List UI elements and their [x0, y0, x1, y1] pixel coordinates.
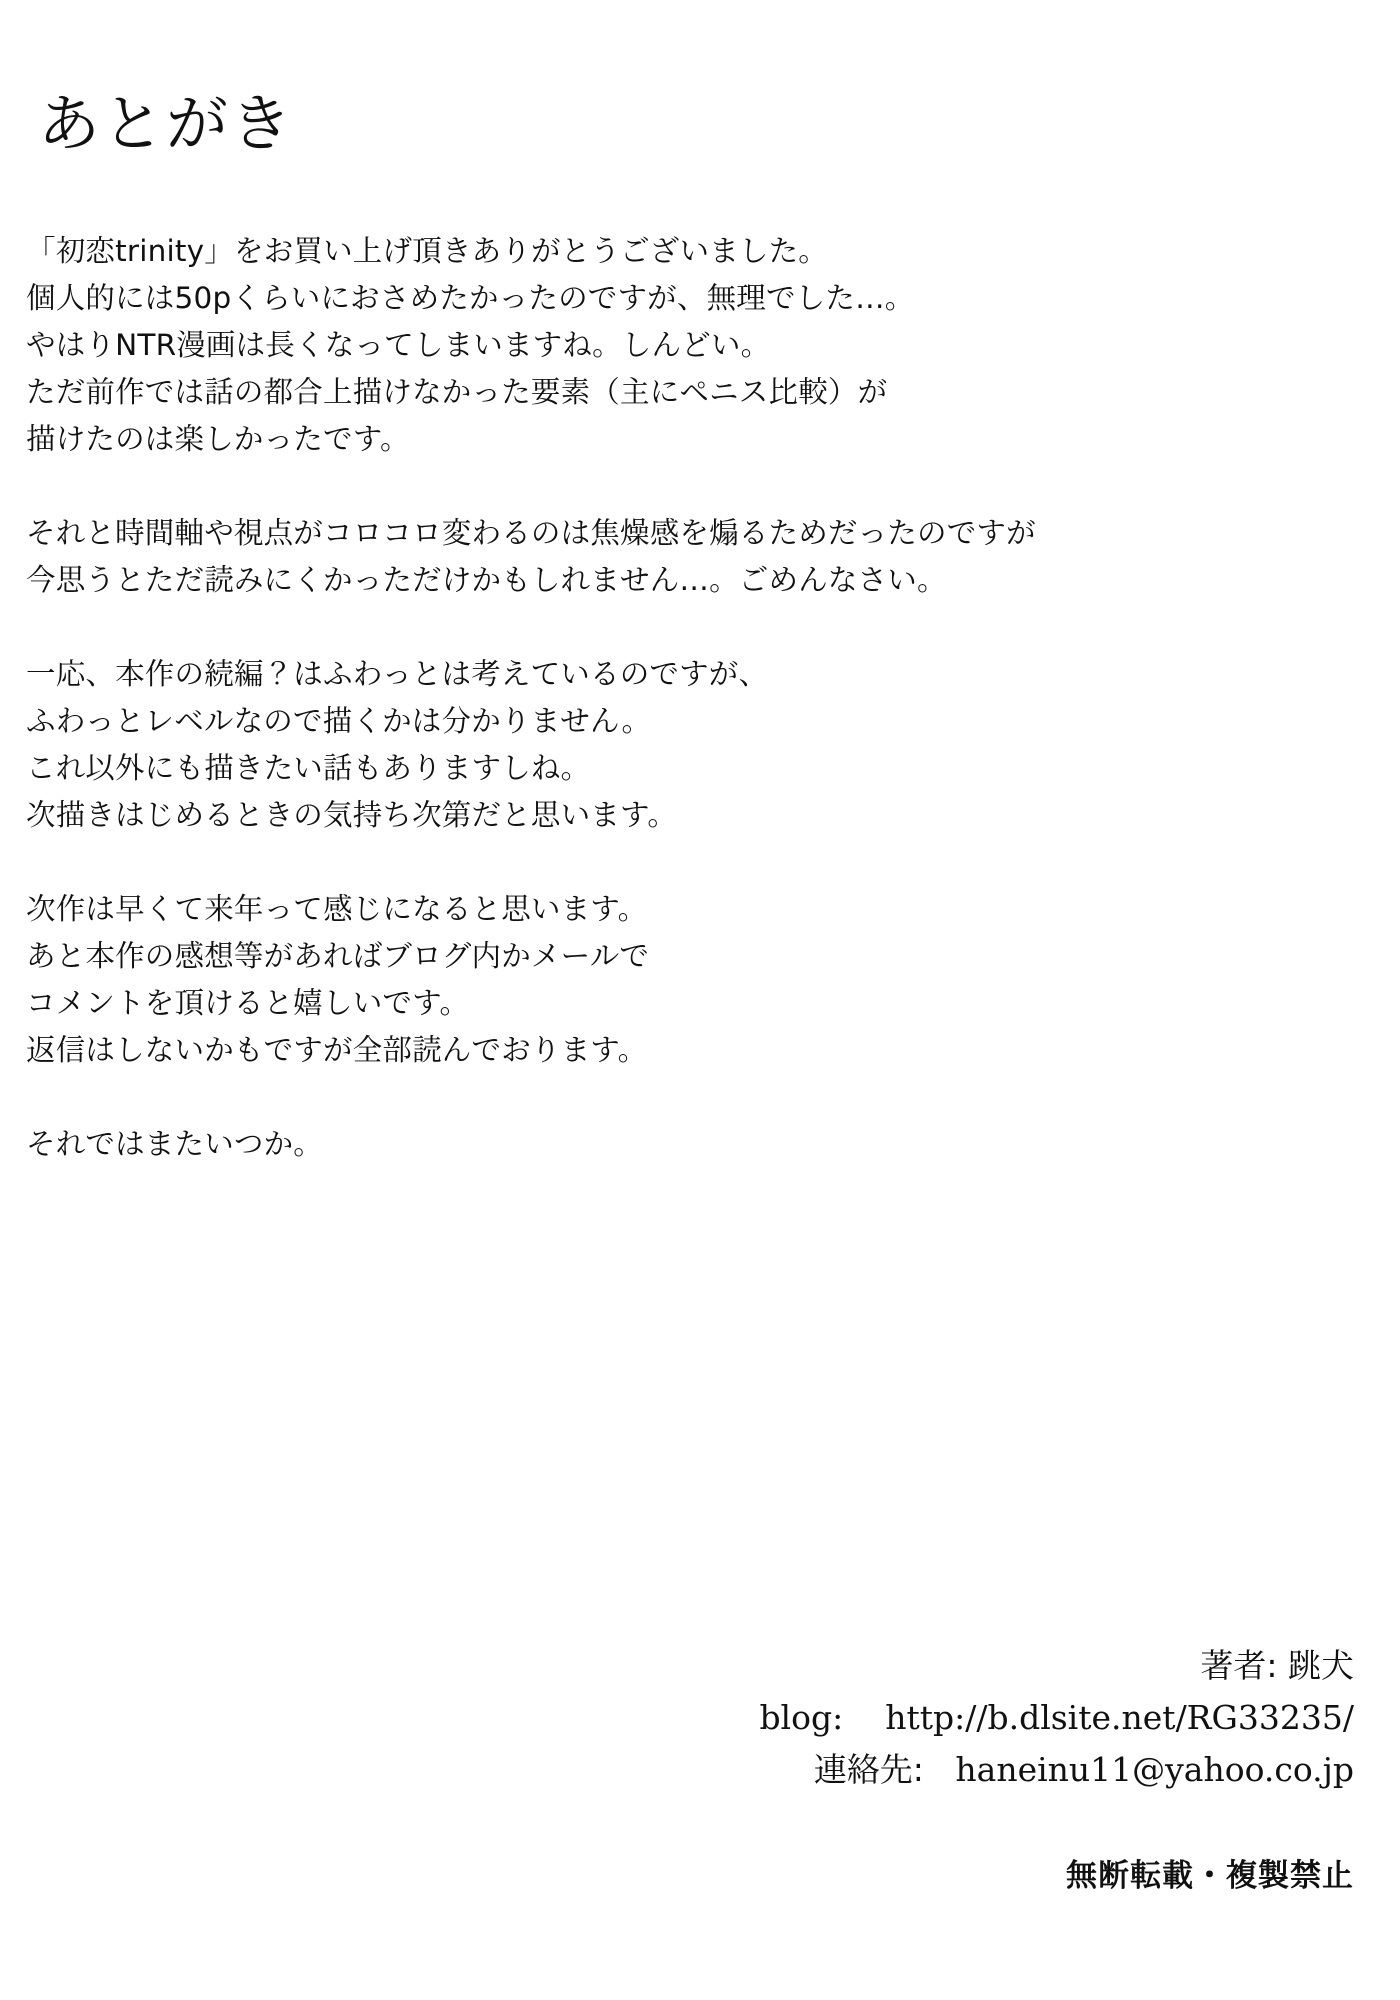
page-title: あとがき: [38, 86, 295, 160]
contact-email[interactable]: haneinu11@yahoo.co.jp: [955, 1750, 1354, 1789]
paragraph-5: [26, 1121, 1316, 1168]
text-line: 個人的には50pくらいにおさめたかったのですが、無理でした…。: [26, 281, 915, 315]
text-line: 描けたのは楽しかったです。: [26, 422, 410, 456]
afterword-body: [26, 228, 1316, 1168]
text-line: それと時間軸や視点がコロコロ変わるのは焦燥感を煽るためだったのですが: [26, 516, 1036, 550]
author-label: 著者:: [1200, 1646, 1278, 1685]
text-line: 一応、本作の続編？はふわっとは考えているのですが、: [26, 657, 769, 691]
blog-label: blog:: [759, 1698, 844, 1737]
paragraph-3: [26, 651, 1316, 839]
author-line: [354, 1640, 1354, 1692]
text-line: それではまたいつか。: [26, 1127, 324, 1161]
text-line: 今思うとただ読みにくかっただけかもしれません…。ごめんなさい。: [26, 563, 947, 597]
text-line: あと本作の感想等があればブログ内かメールで: [26, 939, 650, 973]
text-line: やはりNTR漫画は長くなってしまいますね。しんどい。: [26, 328, 771, 362]
text-line: 次描きはじめるときの気持ち次第だと思います。: [26, 798, 678, 832]
text-line: 返信はしないかもですが全部読んでおります。: [26, 1033, 648, 1067]
contact-label: 連絡先:: [813, 1750, 924, 1789]
paragraph-1: [26, 228, 1316, 463]
credits-block: [354, 1640, 1354, 1796]
paragraph-2: [26, 510, 1316, 604]
text-line: 「初恋trinity」をお買い上げ頂きありがとうございました。: [26, 234, 829, 268]
blog-line: [354, 1692, 1354, 1744]
text-line: これ以外にも描きたい話もありますしね。: [26, 751, 591, 785]
text-line: 次作は早くて来年って感じになると思います。: [26, 892, 648, 926]
paragraph-4: [26, 886, 1316, 1074]
text-line: ふわっとレベルなので描くかは分かりません。: [26, 704, 652, 738]
text-line: ただ前作では話の都合上描けなかった要素（主にペニス比較）が: [26, 375, 888, 409]
contact-line: [354, 1744, 1354, 1796]
text-line: コメントを頂けると嬉しいです。: [26, 986, 470, 1020]
author-name: 跳犬: [1288, 1646, 1354, 1685]
blog-url[interactable]: http://b.dlsite.net/RG33235/: [885, 1698, 1354, 1737]
copyright-notice: 無断転載・複製禁止: [1066, 1858, 1354, 1894]
